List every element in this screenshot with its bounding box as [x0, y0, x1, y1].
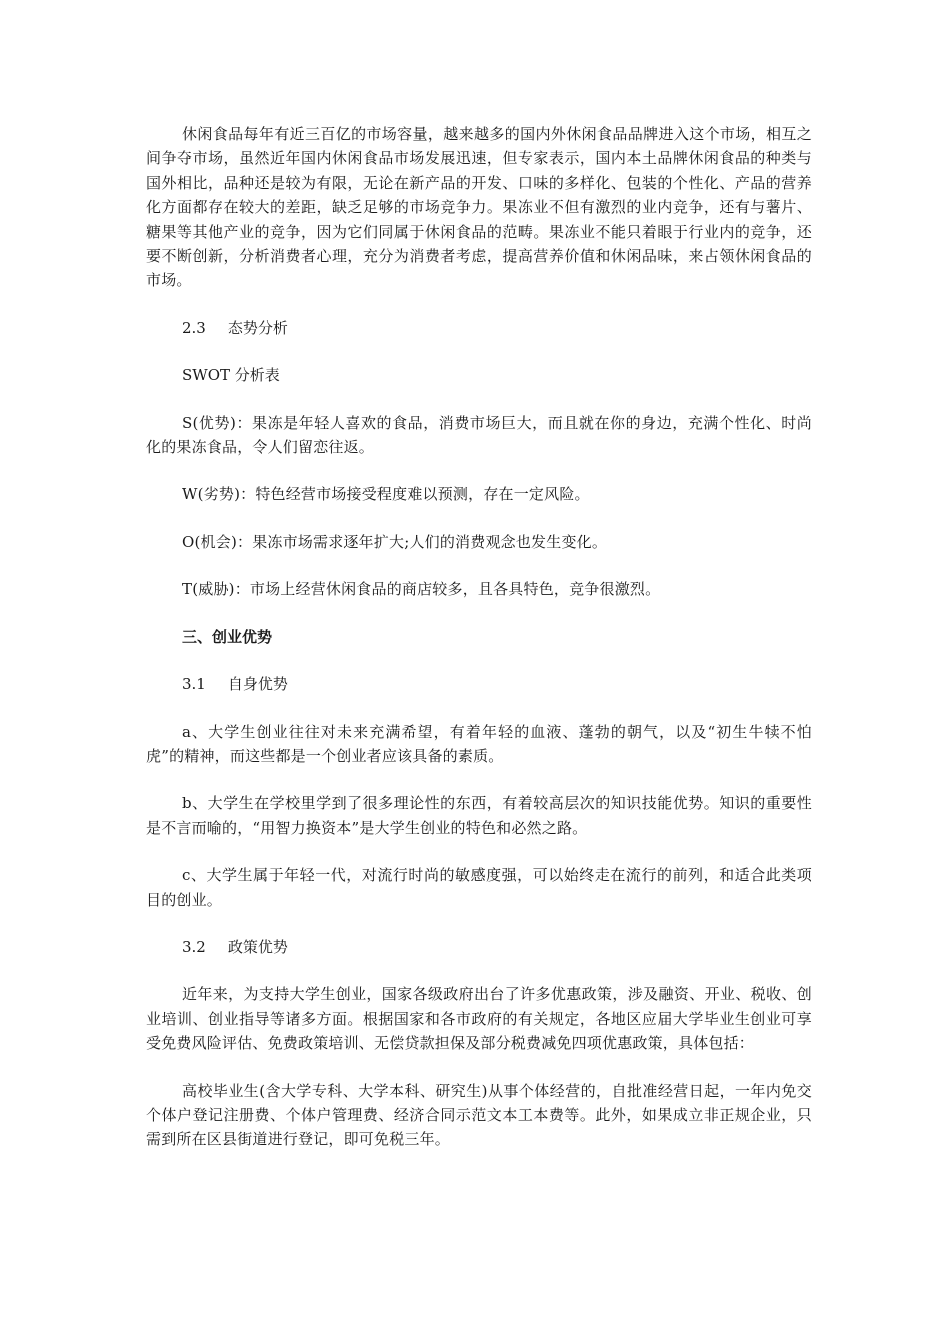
heading-number: 3.2: [182, 937, 206, 956]
heading-number: 2.3: [182, 318, 206, 337]
swot-opportunities: O(机会)：果冻市场需求逐年扩大;人们的消费观念也发生变化。: [182, 532, 608, 551]
paragraph-graduates: 高校毕业生(含大学专科、大学本科、研究生)从事个体经营的，自批准经营日起，一年内免交个体户登记注册费、个体户管理费、经济合同示范文本工本费等。此外，如果成立非正规企业，只需到所在区县街道进行登记，即可免税三年。: [146, 1081, 812, 1149]
swot-title: SWOT 分析表: [182, 366, 280, 385]
advantage-a: a、大学生创业往往对未来充满希望，有着年轻的血液、蓬勃的朝气，以及“初生牛犊不怕虎”的精神，而这些都是一个创业者应该具备的素质。: [146, 722, 812, 765]
document-page: [146, 122, 812, 1175]
paragraph-market-overview: 休闲食品每年有近三百亿的市场容量，越来越多的国内外休闲食品品牌进入这个市场，相互之间争夺市场，虽然近年国内休闲食品市场发展迅速，但专家表示，国内本土品牌休闲食品的种类与国外相比，品种还是较为有限，无论在新产品的开发、口味的多样化、包装的个性化、产品的营养化方面都存在较大的差距，缺乏足够的市场竞争力。果冻业不但有激烈的业内竞争，还有与薯片、糖果等其他产业的竞争，因为它们同属于休闲食品的范畴。果冻业不能只着眼于行业内的竞争，还要不断创新，分析消费者心理，充分为消费者考虑，提高营养价值和休闲品味，来占领休闲食品的市场。: [146, 125, 812, 290]
heading-title: 政策优势: [227, 937, 288, 956]
swot-strengths: S(优势)：果冻是年轻人喜欢的食品，消费市场巨大，而且就在你的身边，充满个性化、时尚化的果冻食品，令人们留恋往返。: [146, 413, 812, 457]
paragraph-policy: 近年来，为支持大学生创业，国家各级政府出台了许多优惠政策，涉及融资、开业、税收、创业培训、创业指导等诸多方面。根据国家和各市政府的有关规定，各地区应届大学毕业生创业可享受免费风险评估、免费政策培训、无偿贷款担保及部分税费减免四项优惠政策，具体包括：: [146, 985, 812, 1053]
heading-title: 态势分析: [227, 318, 288, 337]
heading-3-1: [146, 672, 812, 696]
swot-weaknesses: W(劣势)：特色经营市场接受程度难以预测，存在一定风险。: [182, 485, 590, 504]
heading-3-2: [146, 935, 812, 959]
heading-number: 3.1: [182, 675, 206, 694]
heading-title: 自身优势: [227, 675, 288, 694]
advantage-c: c、大学生属于年轻一代，对流行时尚的敏感度强，可以始终走在流行的前列，和适合此类项目的创业。: [146, 866, 812, 909]
advantage-b: b、大学生在学校里学到了很多理论性的东西，有着较高层次的知识技能优势。知识的重要性是不言而喻的，“用智力换资本”是大学生创业的特色和必然之路。: [146, 794, 812, 837]
section-3-heading: 三、创业优势: [182, 627, 273, 646]
heading-2-3: [146, 316, 812, 340]
swot-threats: T(威胁)：市场上经营休闲食品的商店较多，且各具特色，竞争很激烈。: [182, 580, 661, 599]
